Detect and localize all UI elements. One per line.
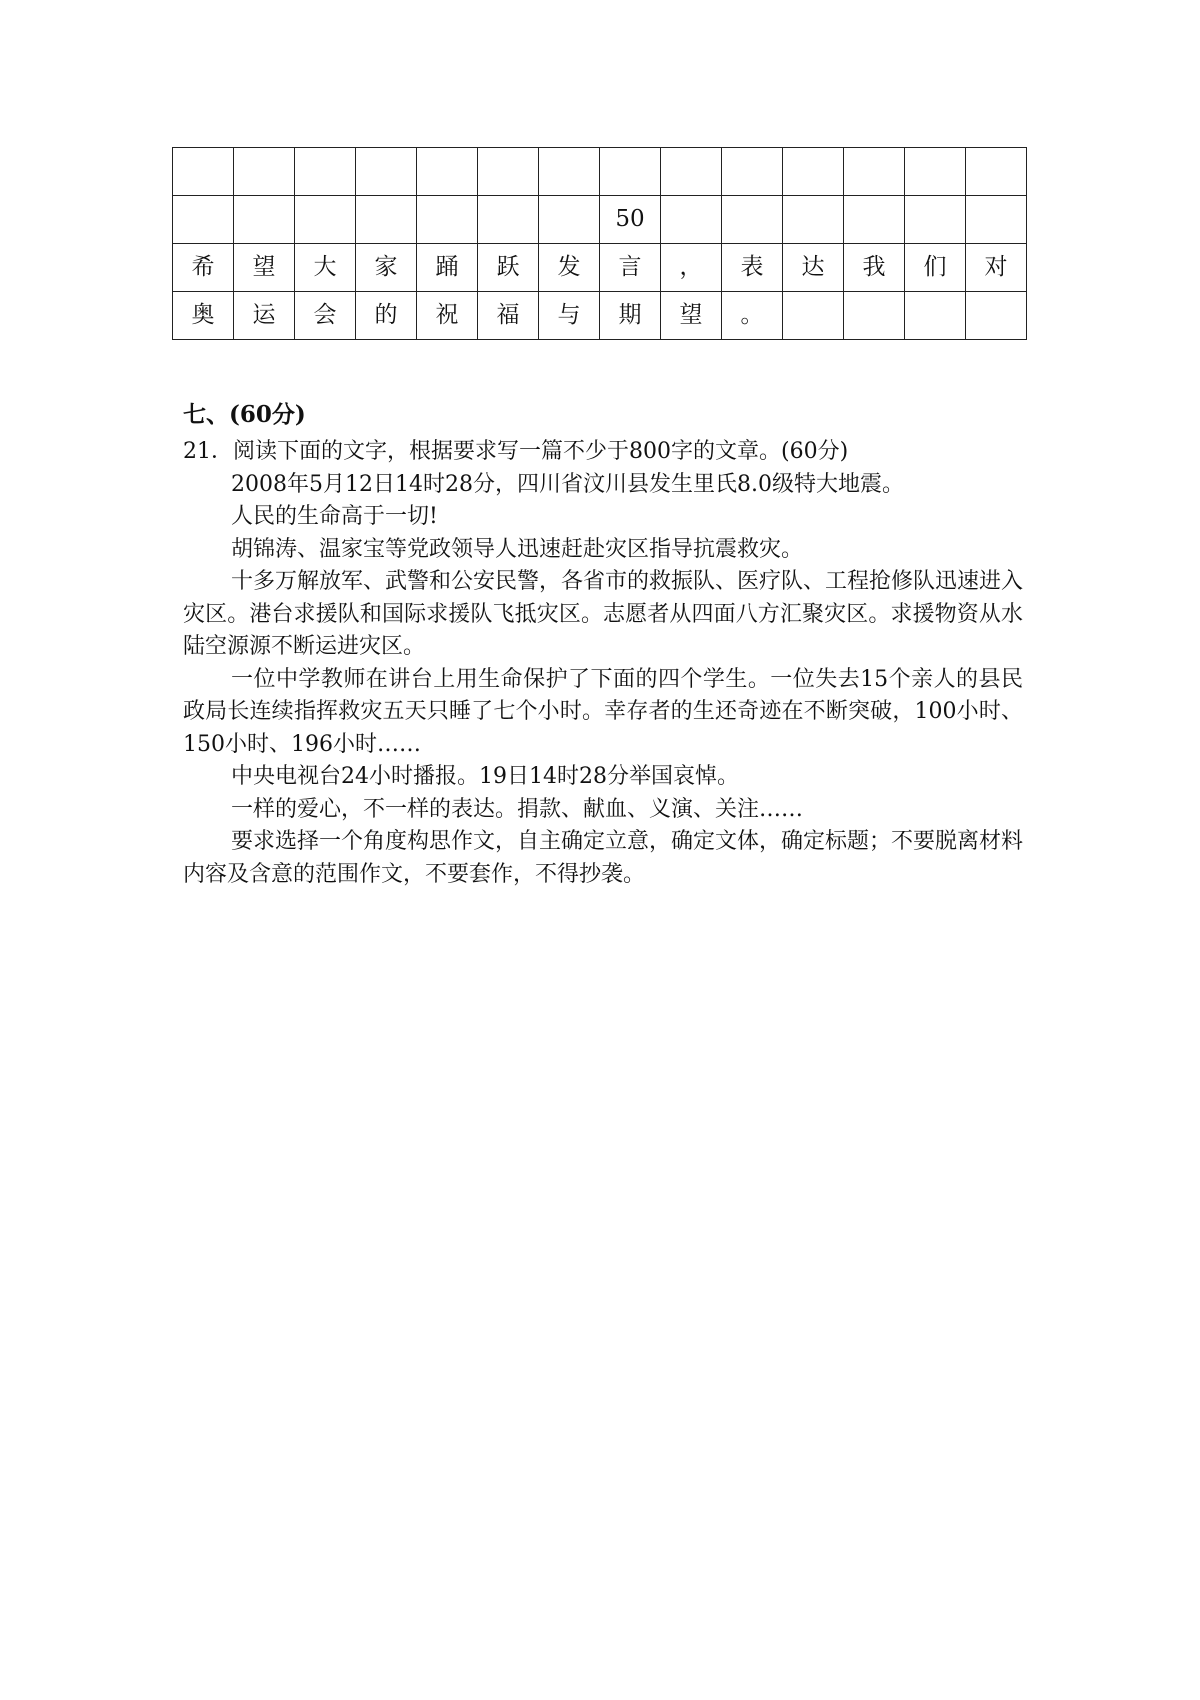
grid-cell: 发	[539, 244, 600, 292]
grid-cell: 会	[295, 292, 356, 340]
grid-cell	[722, 148, 783, 196]
grid-cell	[234, 196, 295, 244]
grid-cell	[905, 148, 966, 196]
grid-cell	[356, 196, 417, 244]
grid-row	[173, 148, 1027, 196]
grid-cell: 与	[539, 292, 600, 340]
grid-cell: 家	[356, 244, 417, 292]
grid-cell	[905, 292, 966, 340]
grid-cell	[966, 148, 1027, 196]
grid-cell: 达	[783, 244, 844, 292]
grid-cell: 。	[722, 292, 783, 340]
grid-cell: 运	[234, 292, 295, 340]
grid-cell	[600, 148, 661, 196]
composition-grid-body	[173, 148, 1027, 340]
grid-row	[173, 292, 1027, 340]
grid-cell: 望	[234, 244, 295, 292]
material-paragraph: 一样的爱心，不一样的表达。捐款、献血、义演、关注……	[231, 796, 804, 822]
grid-cell	[295, 148, 356, 196]
material-paragraph: 胡锦涛、温家宝等党政领导人迅速赶赴灾区指导抗震救灾。	[231, 536, 804, 562]
grid-cell	[844, 292, 905, 340]
section-heading: 七、(60分)	[183, 401, 306, 428]
grid-cell	[539, 196, 600, 244]
grid-cell: 言	[600, 244, 661, 292]
grid-cell	[844, 148, 905, 196]
grid-cell: 的	[356, 292, 417, 340]
material-paragraph: 十多万解放军、武警和公安民警，各省市的救振队、医疗队、工程抢修队迅速进入灾区。港台求援队和国际求援队飞抵灾区。志愿者从四面八方汇聚灾区。求援物资从水陆空源源不断运进灾区。	[183, 569, 1024, 659]
grid-cell	[173, 196, 234, 244]
grid-cell: 我	[844, 244, 905, 292]
grid-row	[173, 244, 1027, 292]
grid-cell	[173, 148, 234, 196]
grid-cell: 踊	[417, 244, 478, 292]
grid-cell	[356, 148, 417, 196]
grid-cell	[783, 196, 844, 244]
grid-cell	[661, 148, 722, 196]
grid-cell: 50	[600, 196, 661, 244]
grid-cell: 奥	[173, 292, 234, 340]
grid-cell: 们	[905, 244, 966, 292]
grid-cell	[661, 196, 722, 244]
grid-cell: 大	[295, 244, 356, 292]
grid-cell	[417, 148, 478, 196]
grid-cell	[722, 196, 783, 244]
grid-cell: 福	[478, 292, 539, 340]
grid-cell	[966, 196, 1027, 244]
grid-cell: 期	[600, 292, 661, 340]
question-block	[183, 436, 1023, 891]
grid-cell: ，	[661, 244, 722, 292]
question-prompt: 21．阅读下面的文字，根据要求写一篇不少于800字的文章。(60分)	[183, 439, 849, 464]
material-paragraph: 2008年5月12日14时28分，四川省汶川县发生里氏8.0级特大地震。	[231, 471, 904, 497]
writing-requirements: 要求选择一个角度构思作文，自主确定立意，确定文体，确定标题；不要脱离材料内容及含意的范围作文，不要套作，不得抄袭。	[183, 829, 1024, 887]
grid-cell	[966, 292, 1027, 340]
grid-row	[173, 196, 1027, 244]
grid-cell	[844, 196, 905, 244]
grid-cell: 跃	[478, 244, 539, 292]
grid-cell	[478, 196, 539, 244]
grid-cell	[478, 148, 539, 196]
grid-cell: 祝	[417, 292, 478, 340]
composition-grid	[172, 147, 1027, 340]
grid-cell	[295, 196, 356, 244]
grid-cell	[905, 196, 966, 244]
grid-cell	[417, 196, 478, 244]
grid-cell	[234, 148, 295, 196]
grid-cell	[783, 148, 844, 196]
grid-cell: 希	[173, 244, 234, 292]
grid-cell: 望	[661, 292, 722, 340]
material-paragraph: 人民的生命高于一切!	[231, 504, 438, 529]
material-paragraph: 一位中学教师在讲台上用生命保护了下面的四个学生。一位失去15个亲人的县民政局长连续指挥救灾五天只睡了七个小时。幸存者的生还奇迹在不断突破，100小时、150小时、196小时……	[183, 666, 1023, 757]
grid-cell	[783, 292, 844, 340]
material-paragraph: 中央电视台24小时播报。19日14时28分举国哀悼。	[231, 764, 739, 789]
grid-cell: 表	[722, 244, 783, 292]
grid-cell: 对	[966, 244, 1027, 292]
grid-cell	[539, 148, 600, 196]
